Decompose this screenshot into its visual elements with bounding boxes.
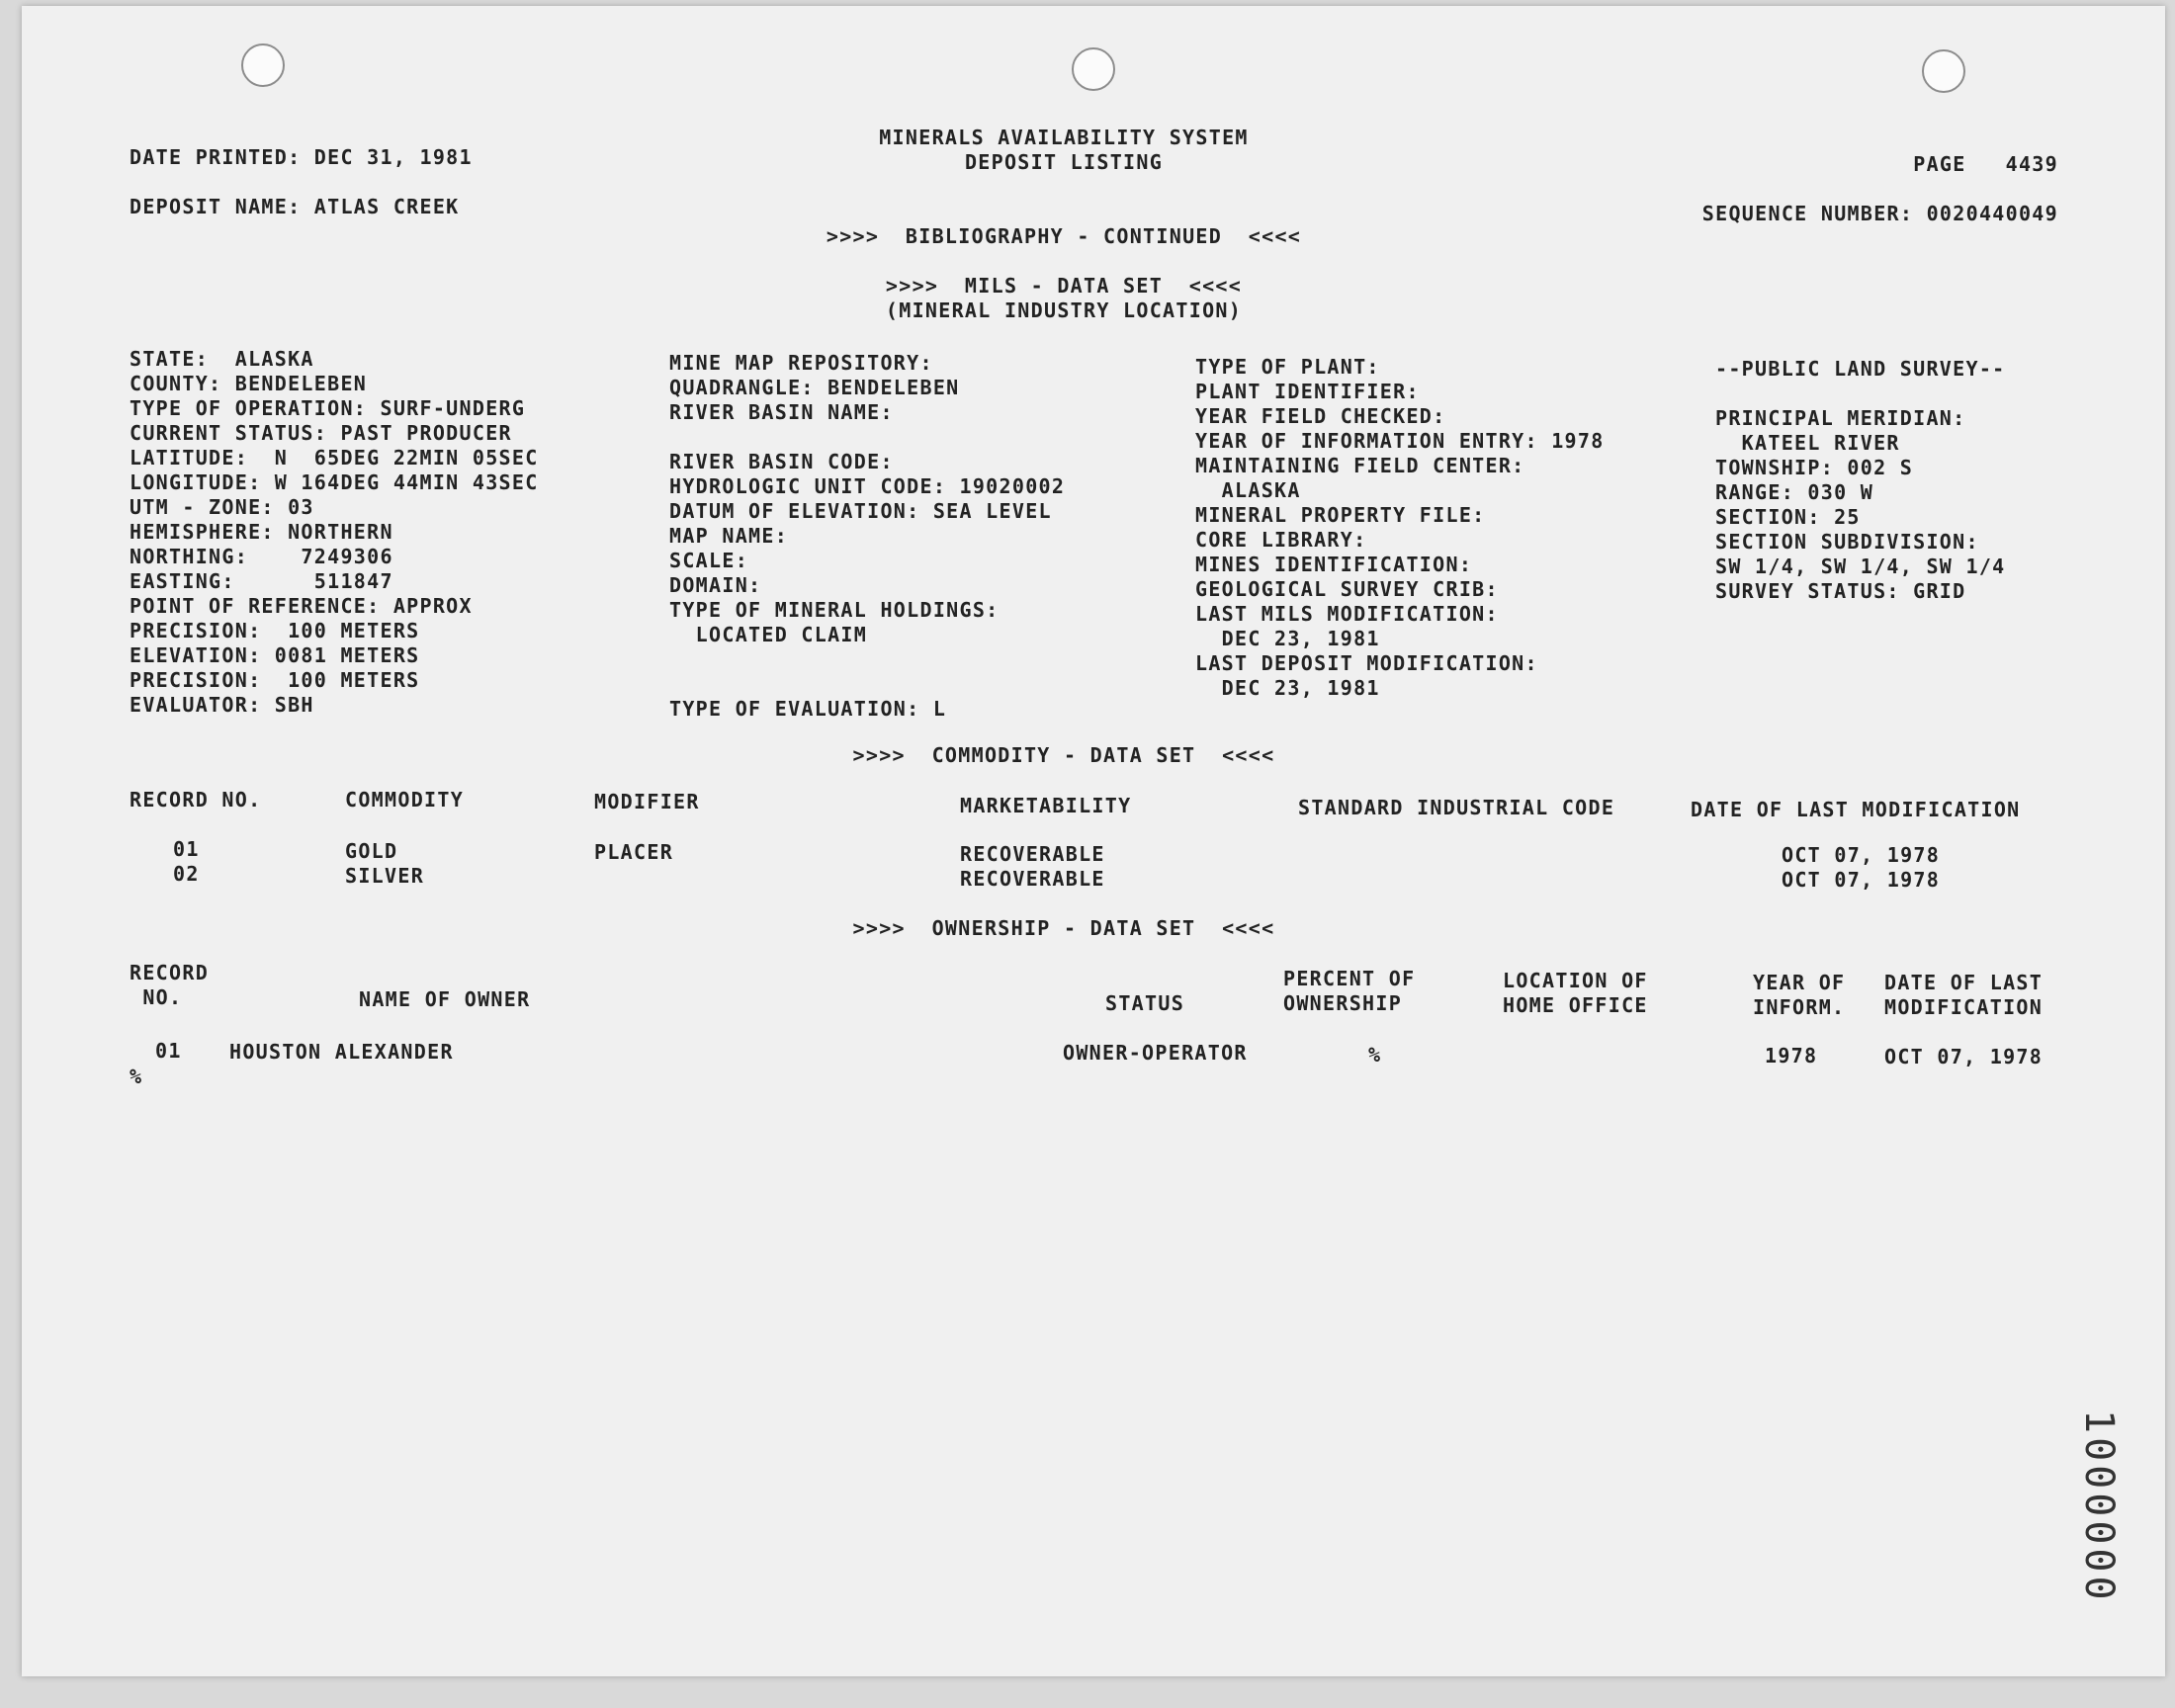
ownership-cell-year: 1978 — [1765, 1044, 1818, 1068]
ownership-cell-record: 01 — [155, 1039, 182, 1063]
bibliography-banner: >>>> BIBLIOGRAPHY - CONTINUED <<<< — [826, 224, 1302, 248]
mils-field: ELEVATION: 0081 METERS — [130, 643, 420, 667]
system-title: MINERALS AVAILABILITY SYSTEM — [879, 126, 1249, 149]
commodity-header-date: DATE OF LAST MODIFICATION — [1691, 798, 2021, 821]
ownership-header-modification: MODIFICATION — [1884, 995, 2044, 1019]
commodity-header-sic: STANDARD INDUSTRIAL CODE — [1298, 796, 1615, 819]
mils-field: ALASKA — [1195, 478, 1301, 502]
sequence-number: SEQUENCE NUMBER: 0020440049 — [1701, 202, 2058, 225]
binder-hole — [1922, 49, 1965, 93]
mils-field: HEMISPHERE: NORTHERN — [130, 520, 393, 544]
mils-field: RANGE: 030 W — [1715, 480, 1874, 504]
document-page — [22, 6, 2165, 1676]
mils-field: MAINTAINING FIELD CENTER: — [1195, 454, 1525, 477]
mils-field: SECTION: 25 — [1715, 505, 1861, 529]
mils-field: TYPE OF EVALUATION: L — [669, 697, 947, 721]
mils-field: STATE: ALASKA — [130, 347, 314, 371]
mils-field: LOCATED CLAIM — [669, 623, 868, 646]
mils-field: DATUM OF ELEVATION: SEA LEVEL — [669, 499, 1052, 523]
mils-field: MINERAL PROPERTY FILE: — [1195, 503, 1486, 527]
mils-field: TYPE OF PLANT: — [1195, 355, 1380, 379]
mils-field: PRECISION: 100 METERS — [130, 619, 420, 642]
deposit-name: DEPOSIT NAME: ATLAS CREEK — [130, 195, 460, 218]
mils-field: PLANT IDENTIFIER: — [1195, 380, 1420, 403]
commodity-cell-record: 02 — [173, 862, 200, 886]
commodity-cell-commodity: GOLD — [345, 839, 398, 863]
mils-field: LONGITUDE: W 164DEG 44MIN 43SEC — [130, 470, 539, 494]
commodity-header-marketability: MARKETABILITY — [960, 794, 1132, 817]
ownership-header-date: DATE OF LAST — [1884, 971, 2044, 994]
commodity-cell-date: OCT 07, 1978 — [1782, 843, 1941, 867]
mils-field: DOMAIN: — [669, 573, 762, 597]
commodity-banner: >>>> COMMODITY - DATA SET <<<< — [852, 743, 1275, 767]
ownership-header-location: LOCATION OF — [1503, 969, 1648, 992]
commodity-header-record: RECORD NO. — [130, 788, 262, 811]
ownership-header-ownership: OWNERSHIP — [1283, 991, 1403, 1015]
mils-field: GEOLOGICAL SURVEY CRIB: — [1195, 577, 1499, 601]
mils-field: MINE MAP REPOSITORY: — [669, 351, 933, 375]
listing-title: DEPOSIT LISTING — [964, 150, 1164, 174]
commodity-cell-marketability: RECOVERABLE — [960, 867, 1105, 891]
mils-field: EASTING: 511847 — [130, 569, 393, 593]
mils-field: CURRENT STATUS: PAST PRODUCER — [130, 421, 512, 445]
film-frame-number: 1000000 — [2076, 1409, 2122, 1604]
mils-field: TOWNSHIP: 002 S — [1715, 456, 1914, 479]
ownership-header-record-no: NO. — [130, 985, 183, 1009]
mils-field: RIVER BASIN CODE: — [669, 450, 894, 473]
ownership-header-percent: PERCENT OF — [1283, 967, 1416, 990]
commodity-cell-marketability: RECOVERABLE — [960, 842, 1105, 866]
ownership-banner: >>>> OWNERSHIP - DATA SET <<<< — [852, 916, 1275, 940]
commodity-cell-date: OCT 07, 1978 — [1782, 868, 1941, 892]
page-number: PAGE 4439 — [1913, 152, 2058, 176]
binder-hole — [241, 43, 285, 87]
mils-field: SCALE: — [669, 549, 749, 572]
mils-field: EVALUATOR: SBH — [130, 693, 314, 717]
ownership-header-record: RECORD — [130, 961, 210, 984]
ownership-header-home-office: HOME OFFICE — [1503, 993, 1648, 1017]
mils-field: POINT OF REFERENCE: APPROX — [130, 594, 473, 618]
mils-field: YEAR FIELD CHECKED: — [1195, 404, 1446, 428]
mils-field: QUADRANGLE: BENDELEBEN — [669, 376, 960, 399]
commodity-header-modifier: MODIFIER — [594, 790, 700, 813]
mils-field: KATEEL RIVER — [1715, 431, 1900, 455]
mils-field: HYDROLOGIC UNIT CODE: 19020002 — [669, 474, 1066, 498]
ownership-cell-percent: % — [1368, 1043, 1382, 1067]
mils-field: YEAR OF INFORMATION ENTRY: 1978 — [1195, 429, 1605, 453]
mils-field: DEC 23, 1981 — [1195, 627, 1380, 650]
mils-field: RIVER BASIN NAME: — [669, 400, 894, 424]
ownership-cell-name: HOUSTON ALEXANDER — [229, 1040, 454, 1064]
mils-field: MAP NAME: — [669, 524, 789, 548]
commodity-cell-modifier: PLACER — [594, 840, 674, 864]
mils-field: TYPE OF MINERAL HOLDINGS: — [669, 598, 1000, 622]
mils-field: NORTHING: 7249306 — [130, 545, 393, 568]
mils-field: TYPE OF OPERATION: SURF-UNDERG — [130, 396, 526, 420]
ownership-header-inform: INFORM. — [1753, 995, 1846, 1019]
mils-field: COUNTY: BENDELEBEN — [130, 372, 368, 395]
ownership-header-status: STATUS — [1105, 991, 1185, 1015]
ownership-footnote: % — [130, 1065, 143, 1088]
mils-field: --PUBLIC LAND SURVEY-- — [1715, 357, 2006, 381]
mils-field: LATITUDE: N 65DEG 22MIN 05SEC — [130, 446, 539, 470]
ownership-header-year: YEAR OF — [1753, 971, 1846, 994]
mils-field: LAST DEPOSIT MODIFICATION: — [1195, 651, 1538, 675]
mils-field: UTM - ZONE: 03 — [130, 495, 314, 519]
mils-field: CORE LIBRARY: — [1195, 528, 1367, 552]
mils-field: PRECISION: 100 METERS — [130, 668, 420, 692]
commodity-cell-record: 01 — [173, 837, 200, 861]
mils-field: SECTION SUBDIVISION: — [1715, 530, 1979, 554]
mils-subtitle: (MINERAL INDUSTRY LOCATION) — [885, 299, 1243, 322]
mils-field: LAST MILS MODIFICATION: — [1195, 602, 1499, 626]
commodity-cell-commodity: SILVER — [345, 864, 425, 888]
date-printed: DATE PRINTED: DEC 31, 1981 — [130, 145, 473, 169]
mils-field: DEC 23, 1981 — [1195, 676, 1380, 700]
ownership-cell-status: OWNER-OPERATOR — [1063, 1041, 1248, 1065]
commodity-header-commodity: COMMODITY — [345, 788, 465, 811]
mils-banner: >>>> MILS - DATA SET <<<< — [885, 274, 1243, 298]
mils-field: SW 1/4, SW 1/4, SW 1/4 — [1715, 555, 2006, 578]
ownership-header-name: NAME OF OWNER — [359, 987, 531, 1011]
mils-field: MINES IDENTIFICATION: — [1195, 553, 1473, 576]
mils-field: SURVEY STATUS: GRID — [1715, 579, 1966, 603]
mils-field: PRINCIPAL MERIDIAN: — [1715, 406, 1966, 430]
binder-hole — [1072, 47, 1115, 91]
ownership-cell-date: OCT 07, 1978 — [1884, 1045, 2044, 1068]
